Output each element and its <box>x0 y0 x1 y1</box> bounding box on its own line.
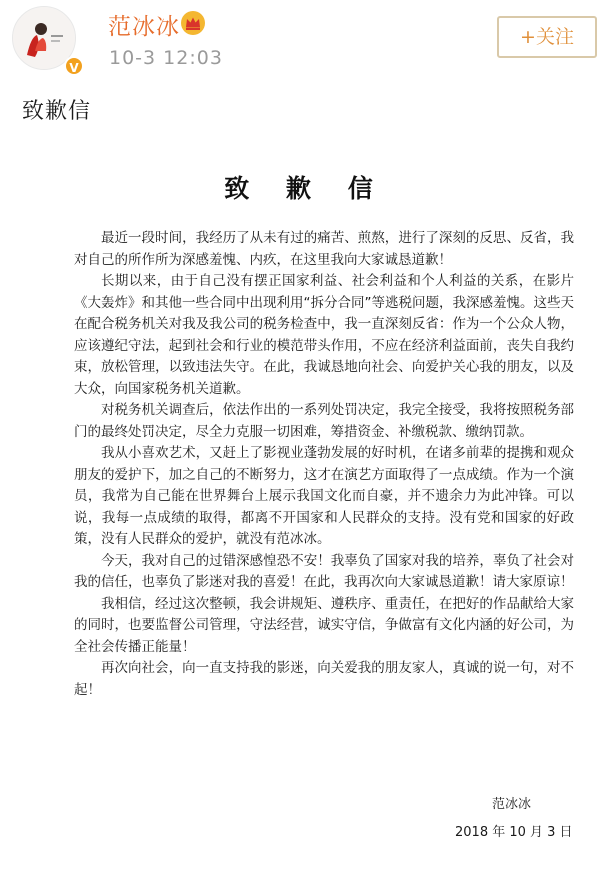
post-time: 10-3 12:03 <box>109 47 223 69</box>
letter-paragraph: 最近一段时间，我经历了从未有过的痛苦、煎熬，进行了深刻的反思、反省，我对自己的所作所为深感羞愧、内疚，在这里我向大家诚恳道歉！ <box>74 230 574 268</box>
letter-paragraph: 长期以来，由于自己没有摆正国家利益、社会利益和个人利益的关系，在影片《大轰炸》和其他一些合同中出现利用“拆分合同”等逃税问题，我深感羞愧。这些天在配合税务机关对我及我公司的税务检查中，我一直深刻反省：作为一个公众人物，应该遵纪守法，起到社会和行业的模范带头作用，不应在经济利益面前，丧失自我约束，放松管理，以致违法失守。在此，我诚恳地向社会、向爱护关心我的朋友，以及大众，向国家税务机关道歉。 <box>74 273 574 397</box>
follow-button[interactable]: +关注 <box>497 16 597 58</box>
letter-title: 致 歉 信 <box>224 174 387 203</box>
letter-paragraph: 今天，我对自己的过错深感惶恐不安！我辜负了国家对我的培养，辜负了社会对我的信任，也辜负了影迷对我的喜爱！在此，我再次向大家诚恳道歉！请大家原谅！ <box>74 552 574 590</box>
letter-paragraph: 我相信，经过这次整顿，我会讲规矩、遵秩序、重责任，在把好的作品献给大家的同时，也要监督公司管理，守法经营，诚实守信，争做富有文化内涵的好公司，为全社会传播正能量！ <box>74 595 574 655</box>
username[interactable]: 范冰冰 <box>108 14 180 40</box>
post-header <box>0 0 611 80</box>
letter-paragraph: 我从小喜欢艺术，又赶上了影视业蓬勃发展的好时机，在诸多前辈的提携和观众朋友的爱护下，加之自己的不断努力，这才在演艺方面取得了一点成绩。作为一个演员，我常为自己能在世界舞台上展示我国文化而自豪，并不遗余力为此冲锋。可以说，我每一点成绩的取得，都离不开国家和人民群众的支持。没有党和国家的好政策，没有人民群众的爱护，就没有范冰冰。 <box>74 445 574 547</box>
verified-badge-icon: V <box>64 56 84 76</box>
letter-paragraph: 再次向社会，向一直支持我的影迷，向关爱我的朋友家人，真诚的说一句，对不起！ <box>74 660 574 698</box>
letter-date: 2018 年 10 月 3 日 <box>455 825 573 840</box>
letter-image[interactable] <box>0 140 611 879</box>
crown-icon <box>180 10 206 36</box>
signature: 范冰冰 <box>492 797 532 812</box>
letter-paragraph: 对税务机关调查后，依法作出的一系列处罚决定，我完全接受，我将按照税务部门的最终处罚决定，尽全力克服一切困难，筹措资金、补缴税款、缴纳罚款。 <box>74 402 574 440</box>
post-text: 致歉信 <box>22 99 92 124</box>
letter-body <box>74 228 574 701</box>
